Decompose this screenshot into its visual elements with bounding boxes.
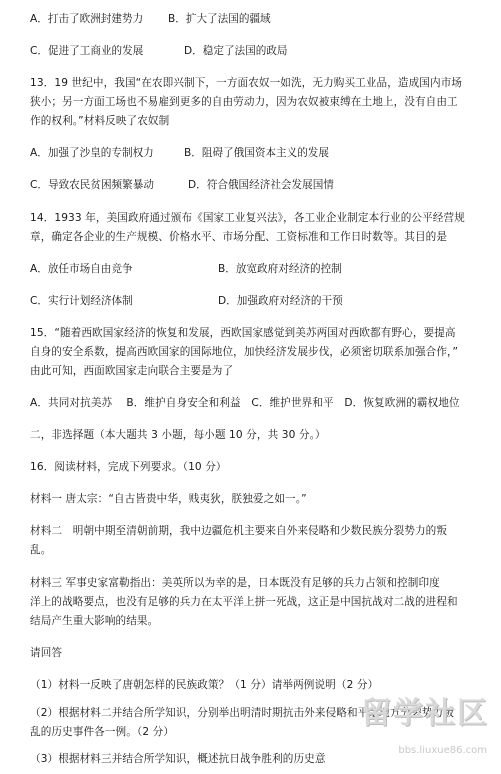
q16-subquestion-2-line-2: 乱的历史事件各一例。（2 分） <box>30 726 175 738</box>
section-heading: 二，非选择题（本大题共 3 小题，每小题 10 分，共 30 分。） <box>30 429 326 441</box>
q13-option-c: C．导致农民贫困频繁暴动 <box>30 179 154 191</box>
q14-option-d: D．加强政府对经济的干预 <box>218 295 343 307</box>
q15-line-2: 自身的安全系数，提高西欧国家的国际地位，加快经济发展步伐，必须密切联系加强合作，” <box>30 346 459 358</box>
q15-line-1: 15．“随着西欧国家经济的恢复和发展，西欧国家感觉到美苏两国对西欧都有野心，要提高 <box>30 327 456 339</box>
q16-material-3-line-2: 洋上的战略要点，也没有足够的兵力在太平洋上拼一死战，这正是中国抗战对二战的进程和 <box>30 596 458 608</box>
q14-option-a: A．放任市场自由竞争 <box>30 263 133 275</box>
q16-prompt: 请回答 <box>30 647 63 659</box>
watermark-url: bbs.liuxue86.com <box>398 745 487 756</box>
q14-option-b: B．放宽政府对经济的控制 <box>218 263 342 275</box>
q16-material-2-line-2: 乱。 <box>30 544 52 556</box>
q13-line-1: 13．19 世纪中，我国“在农即兴制下，一方面农奴一如洗，无力购买工业品，造成国内市场 <box>30 77 463 89</box>
q12-option-a: A．打击了欧洲封建势力 <box>30 13 144 25</box>
q13-option-b: B．阻碍了俄国资本主义的发展 <box>184 147 329 159</box>
q13-option-a: A．加强了沙皇的专制权力 <box>30 147 154 159</box>
q16-subquestion-2-line-1: （2）根据材料二并结合所学知识，分别举出明清时期抗击外来侵略和平定地方分裂势力叛 <box>30 707 454 719</box>
watermark-logo: 留学社区 <box>361 696 489 731</box>
q14-line-2: 章，确定各企业的生产规模、价格水平、市场分配、工资标准和工作日时数等。其目的是 <box>30 231 448 243</box>
q14-line-1: 14．1933 年，美国政府通过颁布《国家工业复兴法》，各工业企业制定本行业的公平经营规 <box>30 212 465 224</box>
q13-option-d: D．符合俄国经济社会发展国情 <box>188 179 334 191</box>
q12-option-c: C．促进了工商业的发展 <box>30 45 144 57</box>
q16-subquestion-3: （3）根据材料三并结合所学知识，概述抗日战争胜利的历史意 <box>30 753 326 765</box>
q13-line-3: 作的权利。”材料反映了农奴制 <box>30 115 170 127</box>
q16-material-3-line-1: 材料三 军事史家富勒指出：美英所以为幸的是，日本既没有足够的兵力占领和控制印度 <box>30 577 440 589</box>
q16-title: 16．阅读材料，完成下列要求。（10 分） <box>30 461 227 473</box>
q14-option-c: C．实行计划经济体制 <box>30 295 133 307</box>
q15-options: A．共同对抗美苏 B．维护自身安全和利益 C．维护世界和平 D．恢复欧洲的霸权地位 <box>30 397 460 409</box>
q12-option-d: D．稳定了法国的政局 <box>184 45 288 57</box>
q12-option-b: B．扩大了法国的疆域 <box>168 13 271 25</box>
q16-material-2-line-1: 材料二 明朝中期至清朝前期，我中边疆危机主要来自外来侵略和少数民族分裂势力的叛 <box>30 525 448 537</box>
q13-line-2: 狭小；另一方面工场也不易雇到更多的自由劳动力，因为农奴被束缚在土地上，没有自由工 <box>30 96 458 108</box>
q15-line-3: 由此可知，西面欧国家走向联合主要是为了 <box>30 365 234 377</box>
q16-subquestion-1: （1）材料一反映了唐朝怎样的民族政策？（1 分）请举两例说明（2 分） <box>30 679 379 691</box>
q16-material-1: 材料一 唐太宗：“自古皆贵中华，贱夷狄，朕独爱之如一。” <box>30 493 307 505</box>
q16-material-3-line-3: 结局产生重大影响的结果。 <box>30 615 159 627</box>
